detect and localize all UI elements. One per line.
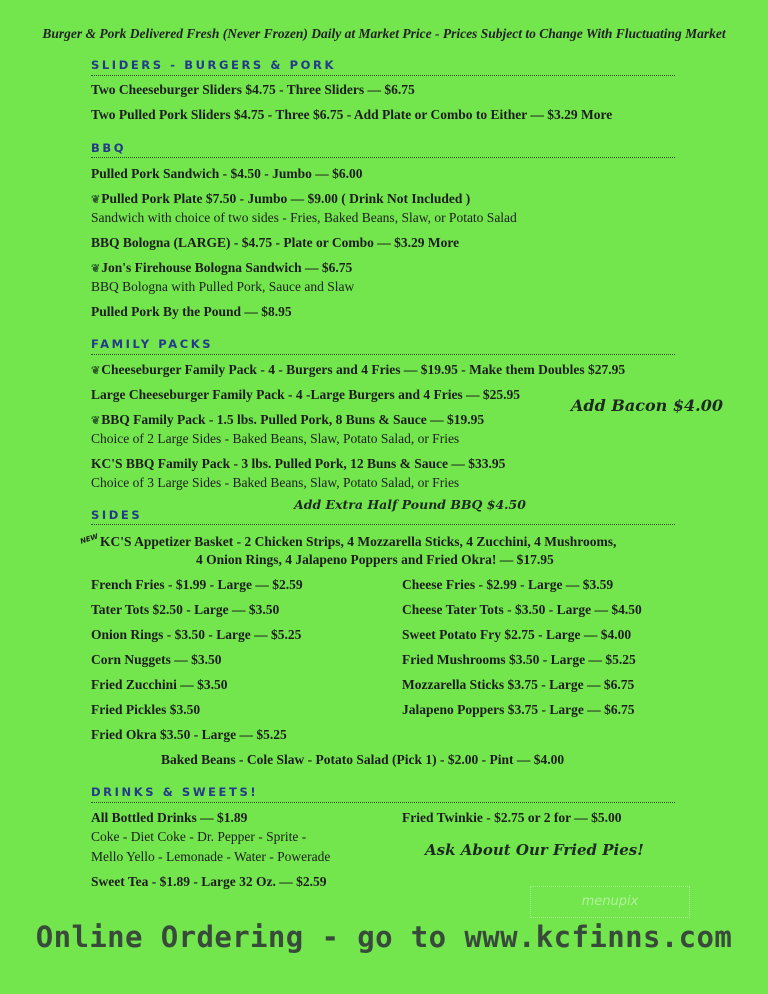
drinks-list-1: Coke - Diet Coke - Dr. Pepper - Sprite - (91, 829, 307, 844)
side-left-5: Fried Zucchini — $3.50 (91, 677, 228, 692)
leaf-icon: ❦ (91, 194, 101, 206)
leaf-icon: ❦ (91, 415, 101, 427)
side-left-3: Onion Rings - $3.50 - Large — $5.25 (91, 627, 302, 642)
family-item-4-desc: Choice of 3 Large Sides - Baked Beans, Slaw, Potato Salad, or Fries (91, 475, 460, 490)
side-left-2: Tater Tots $2.50 - Large — $3.50 (91, 602, 280, 617)
side-right-5: Mozzarella Sticks $3.75 - Large — $6.75 (402, 677, 635, 692)
sliders-rule (91, 75, 675, 76)
watermark-logo: menupix (530, 886, 690, 918)
sliders-item-2: Two Pulled Pork Sliders $4.75 - Three $6.75 - Add Plate or Combo to Either — $3.29 More (91, 107, 613, 122)
fried-pies-note: Ask About Our Fried Pies! (425, 841, 644, 859)
bbq-item-2-desc: Sandwich with choice of two sides - Fries, Baked Beans, Slaw, or Potato Salad (91, 210, 517, 225)
bbq-item-4: ❦Jon's Firehouse Bologna Sandwich — $6.75 (91, 260, 353, 275)
bbq-item-2: ❦Pulled Pork Plate $7.50 - Jumbo — $9.00 ( Drink Not Included ) (91, 191, 471, 206)
drinks-heading: DRINKS & SWEETS! (91, 785, 259, 799)
sides-pick-line: Baked Beans - Cole Slaw - Potato Salad (Pick 1) - $2.00 - Pint — $4.00 (161, 752, 565, 767)
appetizer-line-1: KC'S Appetizer Basket - 2 Chicken Strips, 4 Mozzarella Sticks, 4 Zucchini, 4 Mushrooms, (100, 534, 617, 549)
sliders-item-1: Two Cheeseburger Sliders $4.75 - Three Sliders — $6.75 (91, 82, 415, 97)
drinks-list-2: Mello Yello - Lemonade - Water - Powerade (91, 849, 331, 864)
bbq-heading: BBQ (91, 141, 127, 155)
leaf-icon: ❦ (91, 263, 101, 275)
leaf-icon: ❦ (91, 365, 101, 377)
bbq-item-3: BBQ Bologna (LARGE) - $4.75 - Plate or Combo — $3.29 More (91, 235, 460, 250)
drinks-rule (91, 802, 675, 803)
new-badge: NEW (79, 532, 100, 546)
appetizer-line-2: 4 Onion Rings, 4 Jalapeno Poppers and Fried Okra! — $17.95 (196, 552, 554, 567)
sides-heading: SIDES (91, 508, 143, 522)
family-rule (91, 354, 675, 355)
bbq-item-4-desc: BBQ Bologna with Pulled Pork, Sauce and Slaw (91, 279, 355, 294)
bbq-item-5: Pulled Pork By the Pound — $8.95 (91, 304, 292, 319)
side-left-1: French Fries - $1.99 - Large — $2.59 (91, 577, 303, 592)
sliders-heading: SLIDERS - BURGERS & PORK (91, 58, 337, 72)
side-right-3: Sweet Potato Fry $2.75 - Large — $4.00 (402, 627, 632, 642)
family-item-3: ❦BBQ Family Pack - 1.5 lbs. Pulled Pork, 8 Buns & Sauce — $19.95 (91, 412, 485, 427)
side-right-2: Cheese Tater Tots - $3.50 - Large — $4.50 (402, 602, 642, 617)
family-item-2: Large Cheeseburger Family Pack - 4 -Large Burgers and 4 Fries — $25.95 (91, 387, 521, 402)
family-item-3-desc: Choice of 2 Large Sides - Baked Beans, Slaw, Potato Salad, or Fries (91, 431, 460, 446)
fried-twinkie: Fried Twinkie - $2.75 or 2 for — $5.00 (402, 810, 622, 825)
add-bbq-note: Add Extra Half Pound BBQ $4.50 (294, 497, 526, 512)
family-item-1: ❦Cheeseburger Family Pack - 4 - Burgers and 4 Fries — $19.95 - Make them Doubles $27.95 (91, 362, 626, 377)
family-heading: FAMILY PACKS (91, 337, 214, 351)
side-right-4: Fried Mushrooms $3.50 - Large — $5.25 (402, 652, 636, 667)
bbq-rule (91, 157, 675, 158)
side-left-7: Fried Okra $3.50 - Large — $5.25 (91, 727, 287, 742)
bbq-item-1: Pulled Pork Sandwich - $4.50 - Jumbo — $6.00 (91, 166, 363, 181)
side-right-6: Jalapeno Poppers $3.75 - Large — $6.75 (402, 702, 635, 717)
bottled-drinks: All Bottled Drinks — $1.89 (91, 810, 248, 825)
side-left-4: Corn Nuggets — $3.50 (91, 652, 222, 667)
family-item-4: KC'S BBQ Family Pack - 3 lbs. Pulled Pork, 12 Buns & Sauce — $33.95 (91, 456, 506, 471)
sides-rule (91, 524, 675, 525)
top-note: Burger & Pork Delivered Fresh (Never Frozen) Daily at Market Price - Prices Subject to Change With Fluctuating Market (42, 26, 726, 41)
side-right-1: Cheese Fries - $2.99 - Large — $3.59 (402, 577, 614, 592)
side-left-6: Fried Pickles $3.50 (91, 702, 201, 717)
add-bacon-note: Add Bacon $4.00 (571, 396, 723, 415)
sweet-tea: Sweet Tea - $1.89 - Large 32 Oz. — $2.59 (91, 874, 327, 889)
online-ordering-banner: Online Ordering - go to www.kcfinns.com (35, 920, 733, 954)
